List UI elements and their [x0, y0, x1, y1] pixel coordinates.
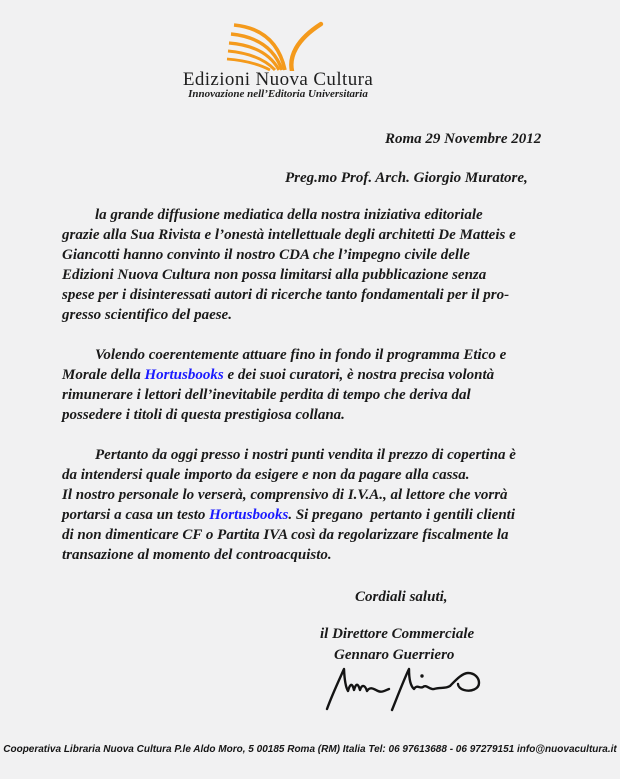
paragraph-line: Morale della Hortusbooks e dei suoi curatori, è nostra precisa volontà: [62, 367, 495, 383]
signer-title: il Direttore Commerciale: [320, 626, 475, 642]
hortusbooks-link[interactable]: Hortusbooks: [209, 507, 289, 523]
paragraph-line: la grande diffusione mediatica della nostra iniziativa editoriale: [95, 207, 483, 223]
signature-image: [321, 653, 486, 713]
paragraph-line: Volendo coerentemente attuare fino in fondo il programma Etico e: [95, 347, 507, 363]
paragraph-line: possedere i titoli di questa prestigiosa collana.: [62, 407, 345, 423]
paragraph-line: da intendersi quale importo da esigere e non da pagare alla cassa.: [62, 467, 470, 483]
paragraph-line: Il nostro personale lo verserà, comprensivo di I.V.A., al lettore che vorrà: [62, 487, 508, 503]
footer-contact-info: Cooperativa Libraria Nuova Cultura P.le Aldo Moro, 5 00185 Roma (RM) Italia Tel: 06 97613688 - 06 97279151 info@nuovacultura.it: [3, 744, 617, 755]
paragraph-line: Edizioni Nuova Cultura non possa limitarsi alla pubblicazione senza: [62, 267, 487, 283]
hortusbooks-link[interactable]: Hortusbooks: [144, 367, 224, 383]
letter-recipient: Preg.mo Prof. Arch. Giorgio Muratore,: [285, 170, 528, 186]
paragraph-line: rimunerare i lettori dell’inevitabile perdita di tempo che deriva dal: [62, 387, 471, 403]
open-book-swoosh-icon: [226, 21, 332, 71]
paragraph-line: gresso scientifico del paese.: [62, 307, 232, 323]
signer-name: Gennaro Guerriero: [334, 647, 455, 663]
paragraph-line: grazie alla Sua Rivista e l’onestà intellettuale degli architetti De Matteis e: [62, 227, 516, 243]
letter-date: Roma 29 Novembre 2012: [385, 131, 542, 147]
publisher-tagline: Innovazione nell’Editoria Universitaria: [188, 88, 368, 100]
paragraph: [62, 205, 582, 325]
paragraph: [62, 345, 582, 425]
letter-body: [62, 205, 582, 585]
paragraph-line: di non dimenticare CF o Partita IVA così da regolarizzare fiscalmente la: [62, 527, 509, 543]
paragraph-line: spese per i disinteressati autori di ricerche tanto fondamentali per il pro-: [62, 287, 510, 303]
publisher-name: Edizioni Nuova Cultura: [182, 69, 374, 90]
paragraph-line: portarsi a casa un testo Hortusbooks. Si pregano pertanto i gentili clienti: [62, 507, 515, 523]
paragraph-line: Giancotti hanno convinto il nostro CDA che l’impegno civile delle: [62, 247, 470, 263]
letter-closing: Cordiali saluti,: [355, 589, 448, 605]
paragraph-line: transazione al momento del controacquisto.: [62, 547, 332, 563]
paragraph-line: Pertanto da oggi presso i nostri punti vendita il prezzo di copertina è: [95, 447, 516, 463]
paragraph: [62, 445, 582, 565]
